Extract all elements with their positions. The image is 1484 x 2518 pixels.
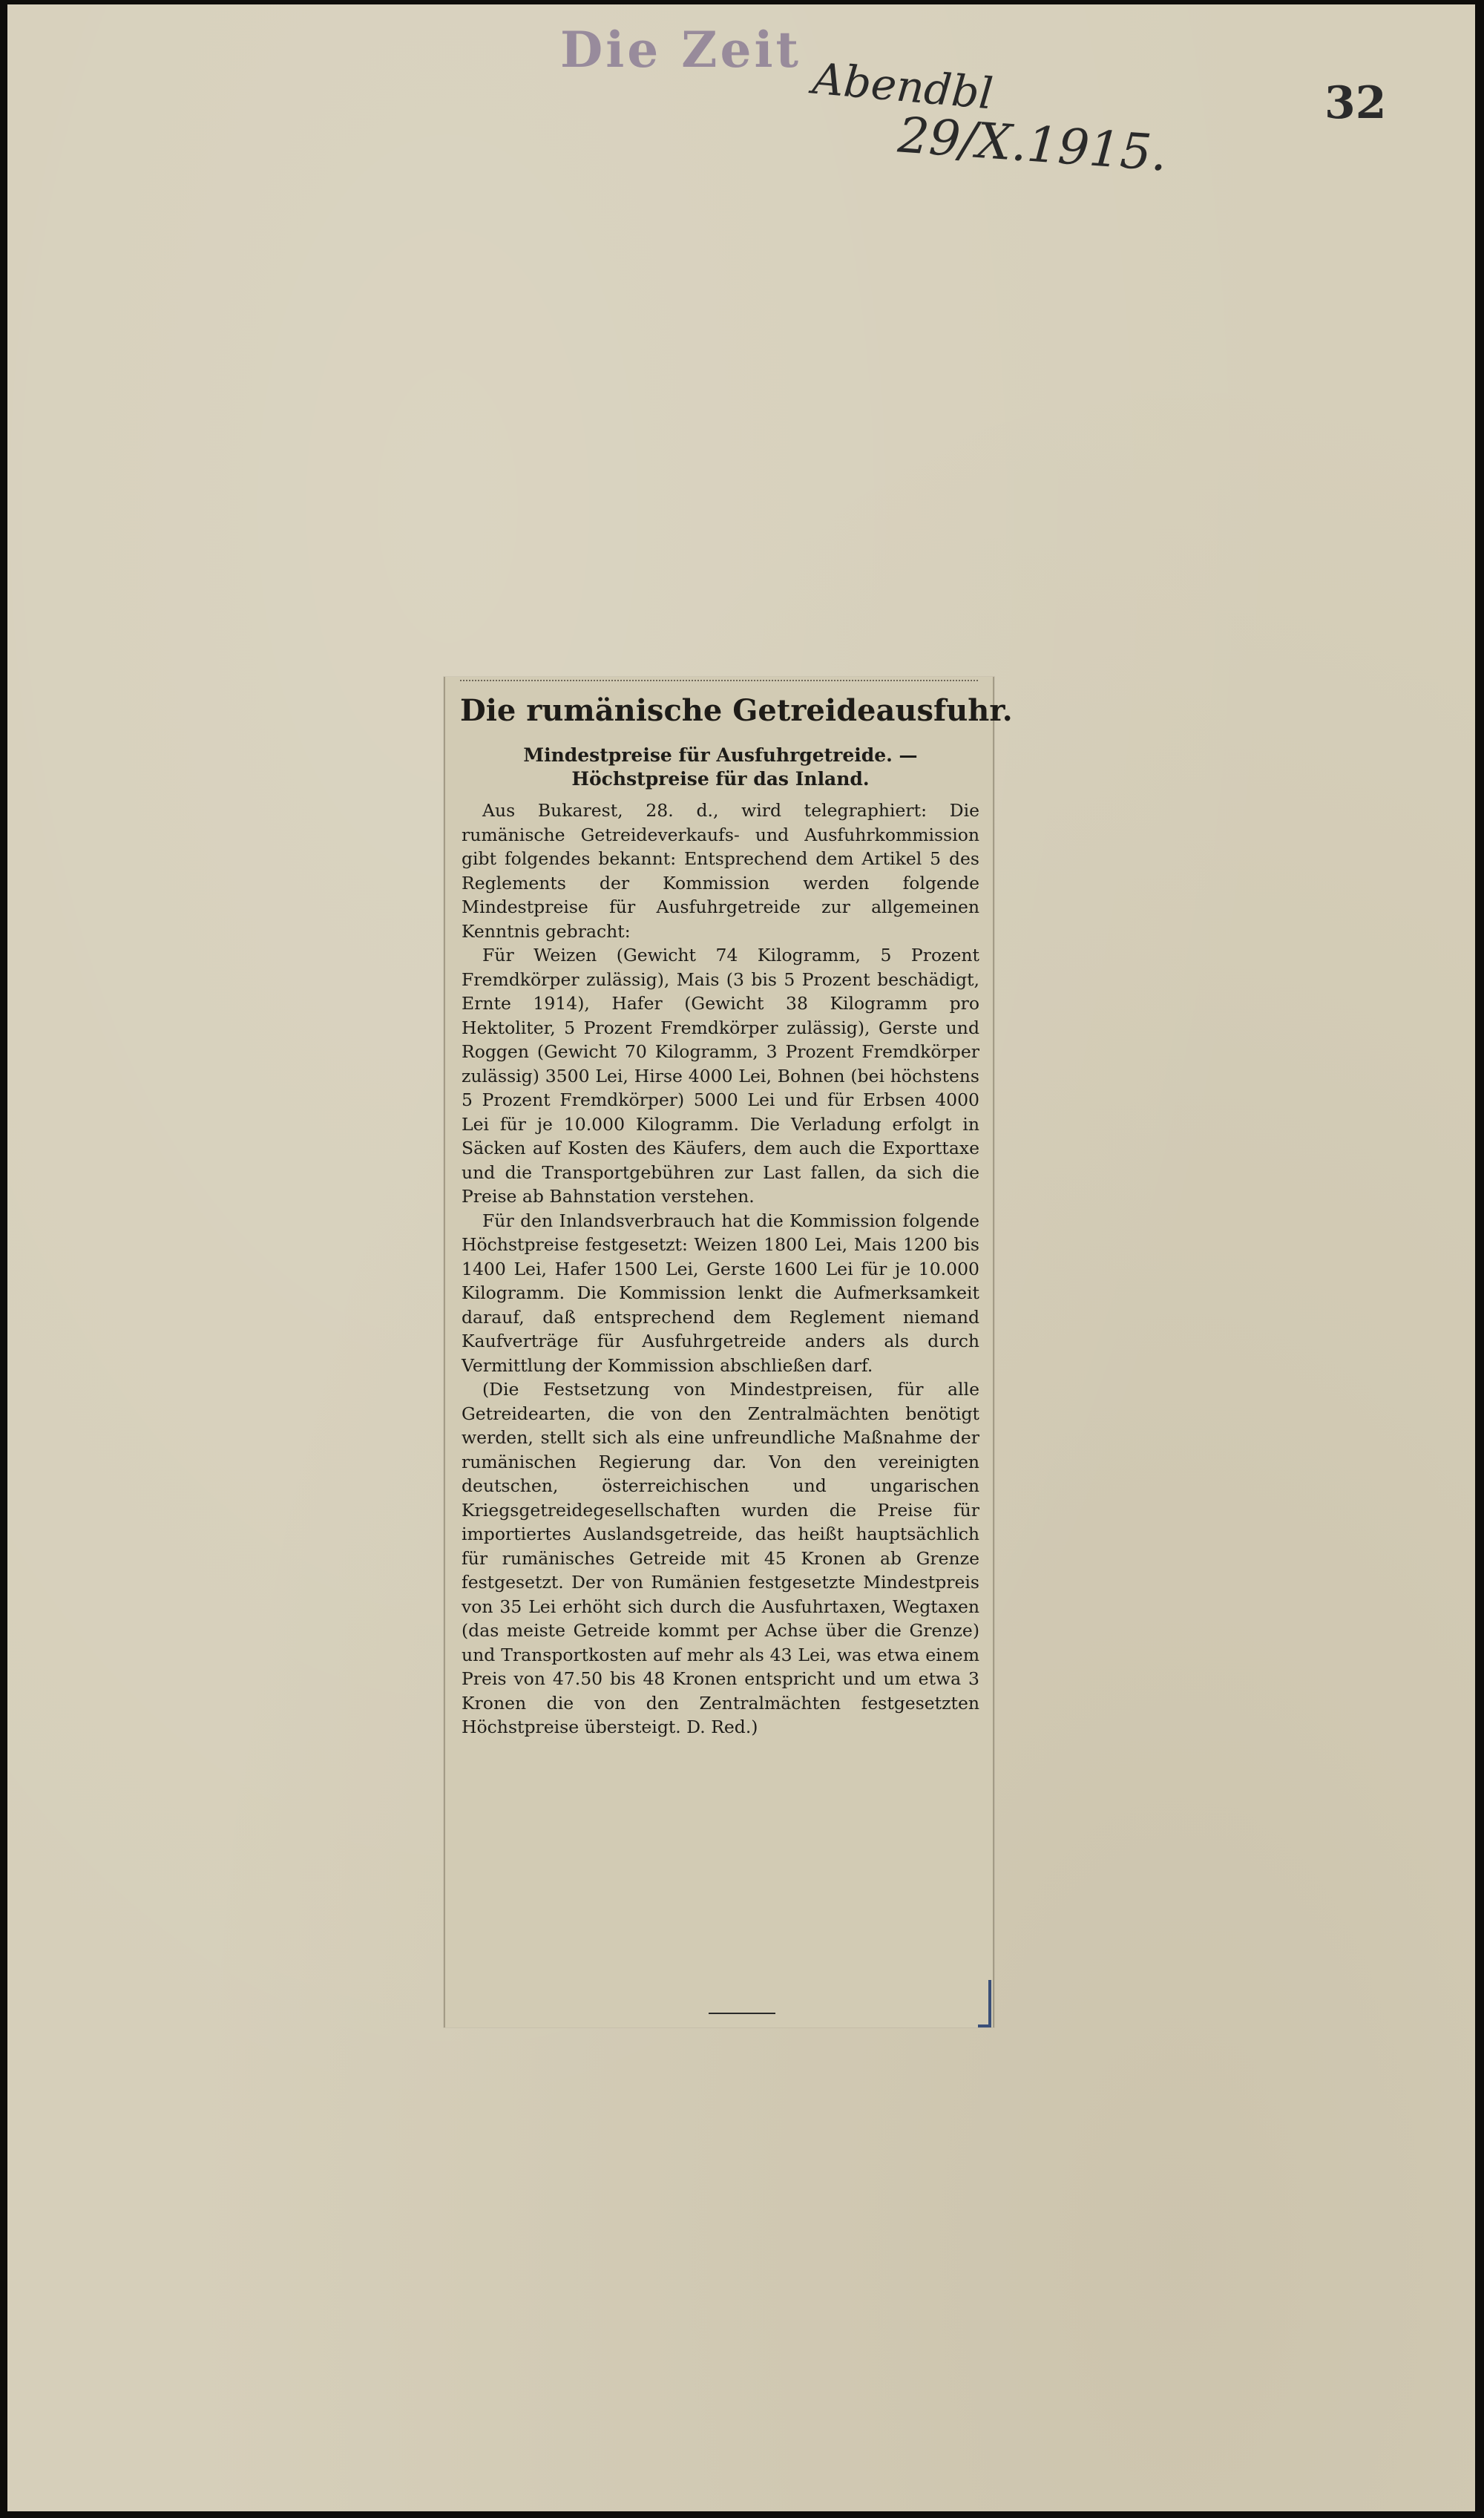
page-number: 32 [1324, 77, 1387, 129]
article-paragraph: Aus Bukarest, 28. d., wird telegraphiert: Die rumänische Getreideverkaufs- und Ausfuhrkommission gibt folgendes bekannt: Entsprechend dem Artikel 5 des Reglements der Kommission werden folgende Mindestpreise für Ausfuhrgetreide zur allgemeinen Kenntnis gebracht: [462, 800, 979, 942]
newspaper-clipping [444, 677, 1013, 2027]
pencil-corner-mark [976, 1978, 996, 2030]
article-subheadline: Mindestpreise für Ausfuhrgetreide. — Höchstpreise für das Inland. [523, 744, 918, 790]
article-paragraph: (Die Festsetzung von Mindestpreisen, für alle Getreidearten, die von den Zentralmächten benötigt werden, stellt sich als eine unfreundliche Maßnahme der rumänischen Regierung dar. Von den vereinigten deutschen, österreichischen und ungarischen Kriegsgetreidegesellschaften wurden die Preise für importiertes Auslandsgetreide, das heißt hauptsächlich für rumänisches Getreide mit 45 Kronen ab Grenze festgesetzt. Der von Rumänien festgesetzte Mindestpreis von 35 Lei erhöht sich durch die Ausfuhrtaxen, Wegtaxen (das meiste Getreide kommt per Achse über die Grenze) und Transportkosten auf mehr als 43 Lei, was etwa einem Preis von 47.50 bis 48 Kronen entspricht und um etwa 3 Kronen die von den Zentralmächten festgesetzten Höchstpreise übersteigt. D. Red.) [462, 1379, 979, 1737]
newspaper-stamp: Die Zeit [560, 21, 802, 79]
end-rule [709, 2013, 775, 2014]
handwritten-date: 29/X.1915. [896, 106, 1169, 183]
top-rule [460, 680, 978, 683]
handwritten-edition-note: Abendbl [810, 53, 995, 119]
article-paragraph: Für den Inlandsverbrauch hat die Kommission folgende Höchstpreise festgesetzt: Weizen 1800 Lei, Mais 1200 bis 1400 Lei, Hafer 1500 Lei, Gerste 1600 Lei für je 10.000 Kilogramm. Die Kommission lenkt die Aufmerksamkeit darauf, daß entsprechend dem Reglement niemand Kaufverträge für Ausfuhrgetreide anders als durch Vermittlung der Kommission abschließen darf. [462, 1210, 979, 1376]
article-body [462, 799, 979, 1740]
article-headline: Die rumänische Getreideausfuhr. [460, 693, 1013, 728]
article-paragraph: Für Weizen (Gewicht 74 Kilogramm, 5 Prozent Fremdkörper zulässig), Mais (3 bis 5 Prozent beschädigt, Ernte 1914), Hafer (Gewicht 38 Kilogramm pro Hektoliter, 5 Prozent Fremdkörper zulässig), Gerste und Roggen (Gewicht 70 Kilogramm, 3 Prozent Fremdkörper zulässig) 3500 Lei, Hirse 4000 Lei, Bohnen (bei höchstens 5 Prozent Fremdkörper) 5000 Lei und für Erbsen 4000 Lei für je 10.000 Kilogramm. Die Verladung erfolgt in Säcken auf Kosten des Käufers, dem auch die Exporttaxe und die Transportgebühren zur Last fallen, da sich die Preise ab Bahnstation verstehen. [462, 945, 979, 1207]
archive-sheet [7, 4, 1475, 2511]
